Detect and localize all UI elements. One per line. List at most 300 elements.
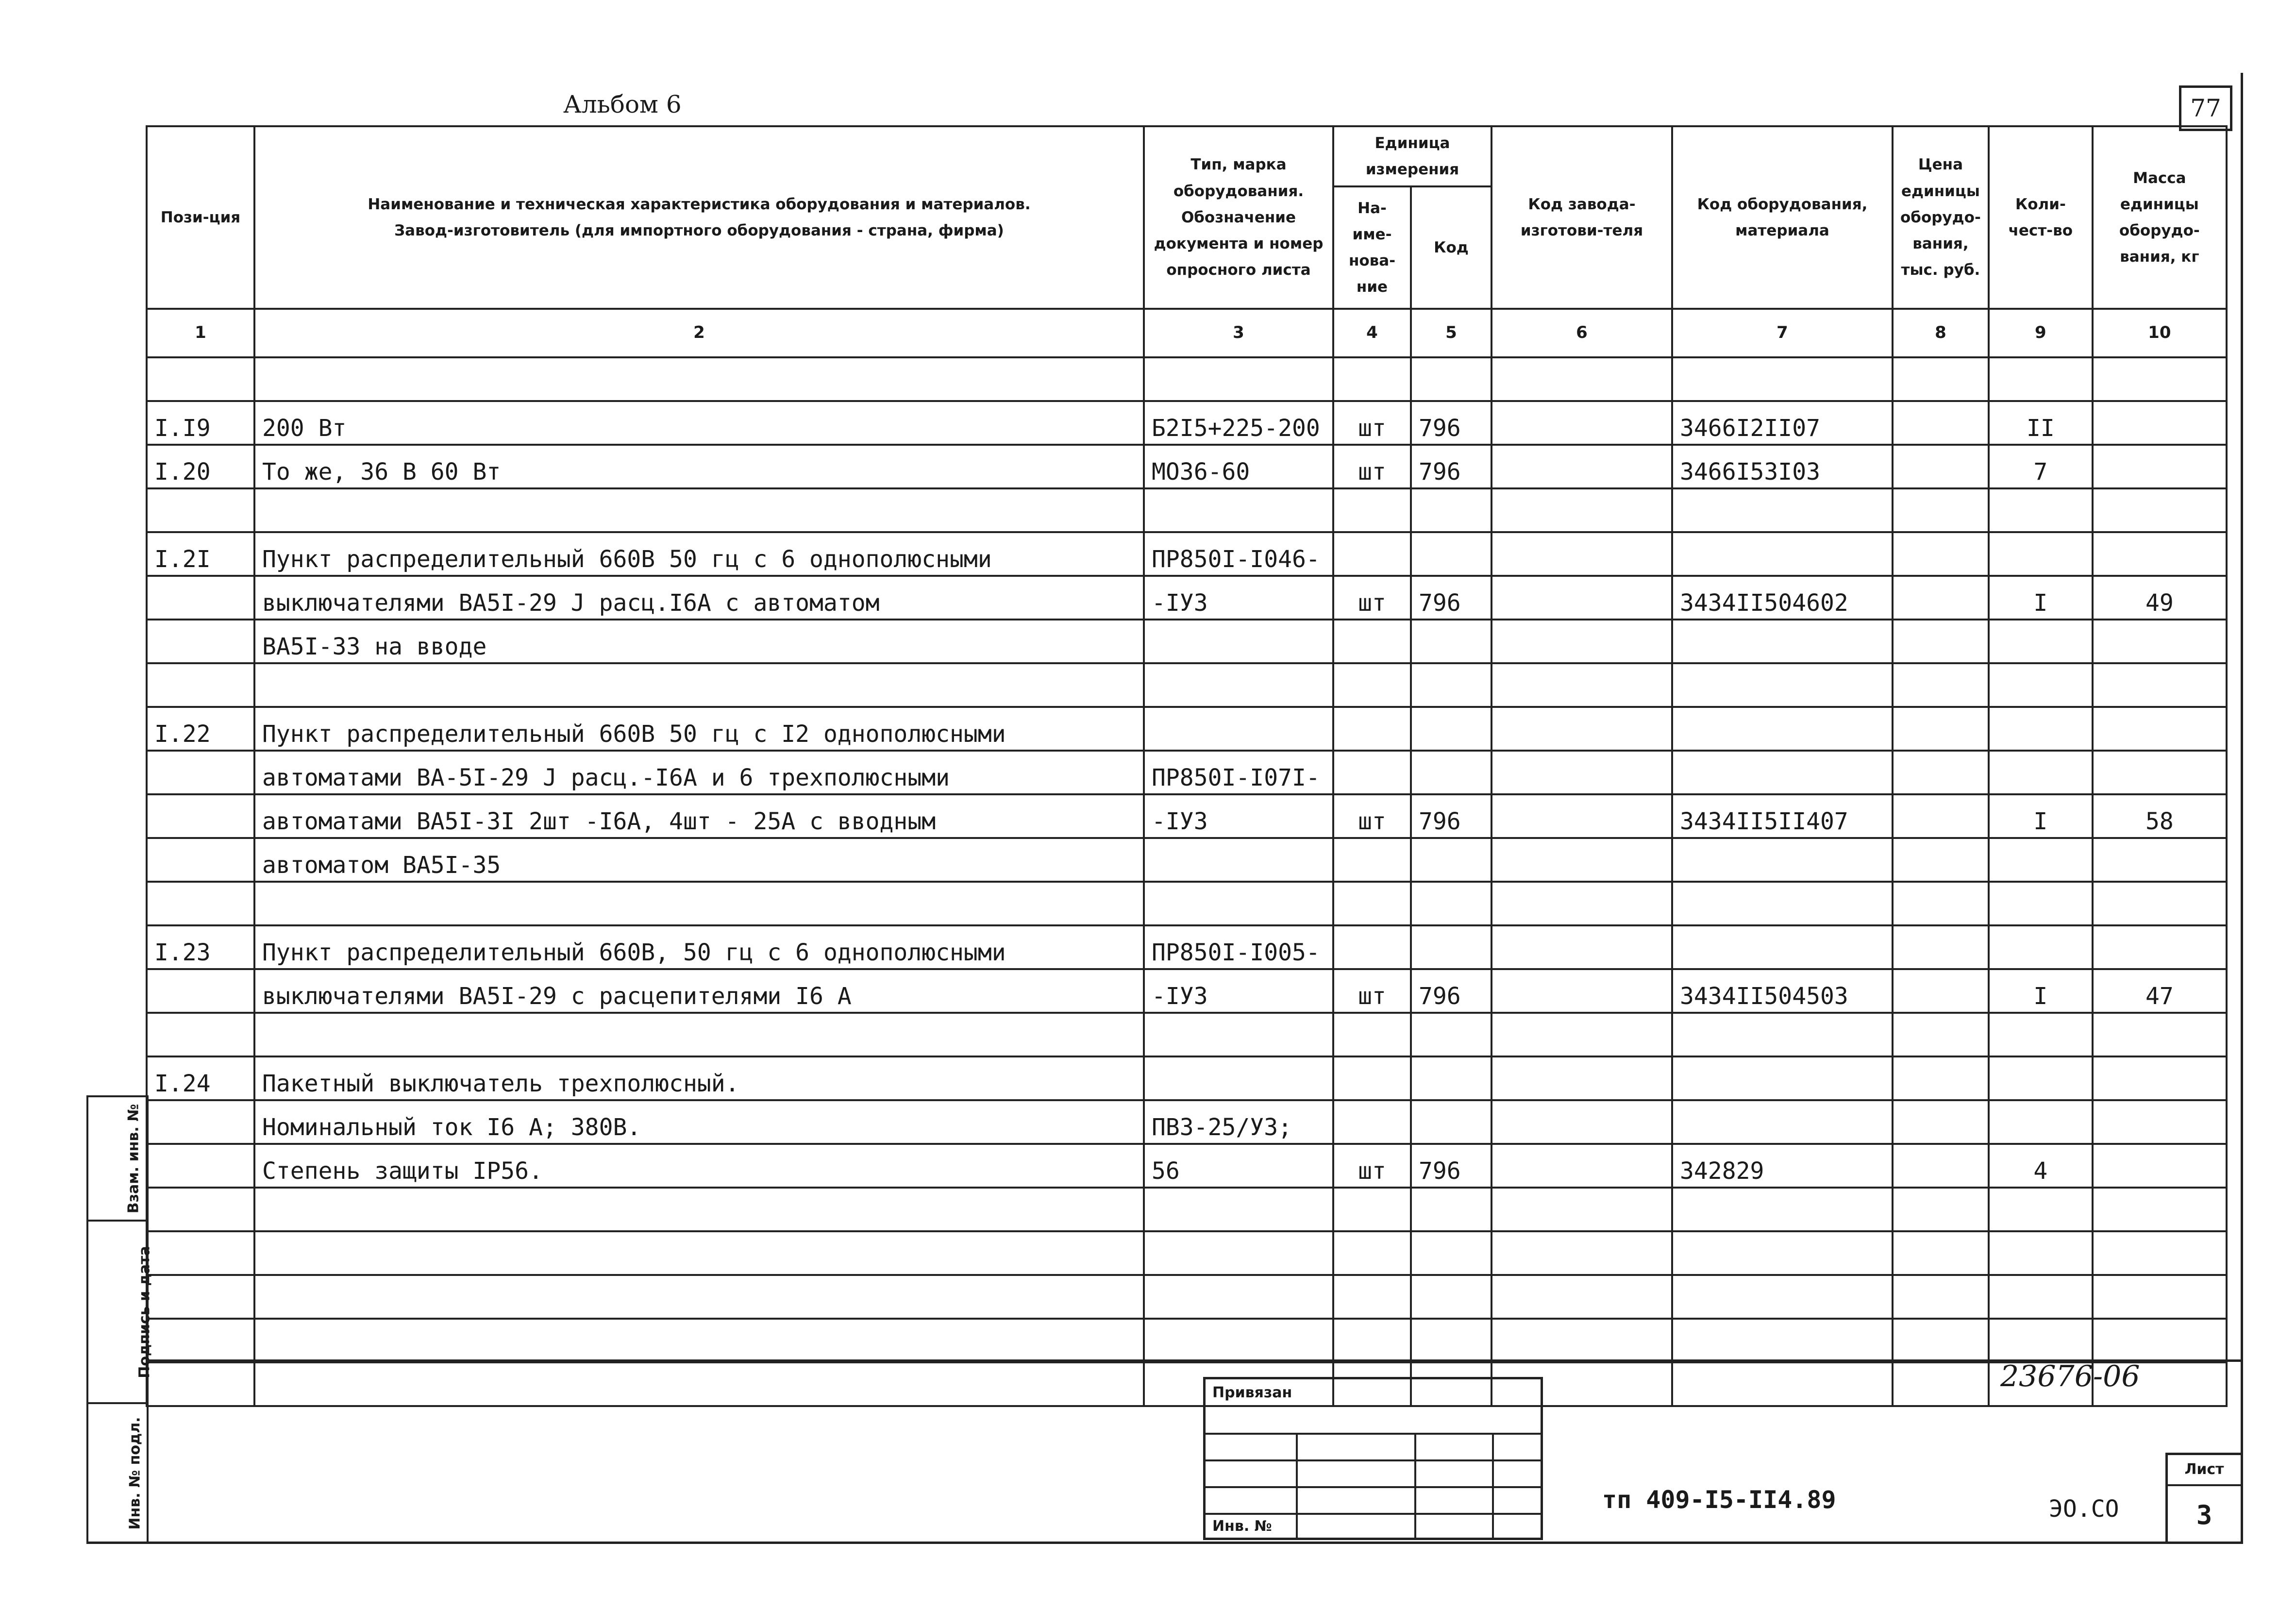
- cell-unit: [1333, 532, 1411, 576]
- cell-name: [254, 357, 1144, 401]
- cell-name: [254, 663, 1144, 707]
- cell-equip: [1672, 882, 1893, 925]
- cell-plant: [1492, 925, 1672, 969]
- column-number: 8: [1893, 309, 1989, 357]
- cell-name: [254, 1319, 1144, 1362]
- cell-pos: I.24: [147, 1056, 254, 1100]
- cell-type: [1144, 663, 1333, 707]
- cell-pos: I.23: [147, 925, 254, 969]
- side-cell-replacement: [86, 1095, 149, 1222]
- cell-qty: I: [1989, 794, 2093, 838]
- cell-code: [1411, 1231, 1492, 1275]
- cell-plant: [1492, 1319, 1672, 1362]
- cell-qty: [1989, 1056, 2093, 1100]
- cell-name: [254, 1231, 1144, 1275]
- cell-code: 796: [1411, 1144, 1492, 1188]
- header-plant-code: Код завода-изготови-теля: [1492, 126, 1672, 309]
- cell-qty: I: [1989, 576, 2093, 620]
- cell-name: То же, 36 В 60 Вт: [254, 445, 1144, 488]
- cell-code: 796: [1411, 445, 1492, 488]
- cell-type: [1144, 1231, 1333, 1275]
- table-row: [147, 663, 2227, 707]
- cell-name: Пункт распределительный 660В, 50 гц с 6 однополюсными: [254, 925, 1144, 969]
- cell-price: [1893, 1275, 1989, 1319]
- cell-mass: [2093, 1319, 2227, 1362]
- cell-mass: [2093, 1100, 2227, 1144]
- table-row: [147, 1056, 2227, 1100]
- cell-plant: [1492, 488, 1672, 532]
- cell-mass: 58: [2093, 794, 2227, 838]
- cell-type: [1144, 1319, 1333, 1362]
- cell-qty: [1989, 751, 2093, 794]
- bound-divider: [1492, 1433, 1494, 1538]
- cell-mass: [2093, 357, 2227, 401]
- cell-name: автоматами ВА5I-3I 2шт -I6А, 4шт - 25А с вводным: [254, 794, 1144, 838]
- side-cell-signature: [86, 1220, 153, 1404]
- cell-code: [1411, 1188, 1492, 1231]
- table-row: [147, 1319, 2227, 1362]
- sheet-box: [2165, 1453, 2243, 1544]
- cell-price: [1893, 1013, 1989, 1056]
- cell-plant: [1492, 401, 1672, 445]
- table-row: [147, 1188, 2227, 1231]
- cell-mass: [2093, 1144, 2227, 1188]
- cell-unit: шт: [1333, 794, 1411, 838]
- table-row: [147, 357, 2227, 401]
- cell-code: [1411, 663, 1492, 707]
- cell-unit: [1333, 707, 1411, 751]
- header-name: [254, 126, 1144, 309]
- cell-name: автоматами ВА-5I-29 J расц.-I6А и 6 трехполюсными: [254, 751, 1144, 794]
- cell-price: [1893, 1362, 1989, 1406]
- bound-line: [1206, 1513, 1541, 1515]
- side-stamp: [86, 1095, 153, 1544]
- cell-qty: I: [1989, 969, 2093, 1013]
- cell-price: [1893, 357, 1989, 401]
- cell-mass: [2093, 401, 2227, 445]
- cell-unit: [1333, 1231, 1411, 1275]
- cell-code: [1411, 1100, 1492, 1144]
- column-number: 5: [1411, 309, 1492, 357]
- cell-code: [1411, 532, 1492, 576]
- cell-pos: [147, 1362, 254, 1406]
- document-mark: ЭО.СО: [2049, 1495, 2119, 1523]
- cell-plant: [1492, 1144, 1672, 1188]
- cell-pos: [147, 620, 254, 663]
- cell-mass: [2093, 488, 2227, 532]
- cell-plant: [1492, 445, 1672, 488]
- bound-box: [1203, 1377, 1543, 1540]
- cell-code: [1411, 751, 1492, 794]
- cell-qty: [1989, 663, 2093, 707]
- cell-equip: [1672, 663, 1893, 707]
- table-row: [147, 1231, 2227, 1275]
- cell-type: ПР850I-I07I-: [1144, 751, 1333, 794]
- cell-name: [254, 488, 1144, 532]
- cell-mass: [2093, 445, 2227, 488]
- cell-qty: [1989, 1319, 2093, 1362]
- cell-code: 796: [1411, 969, 1492, 1013]
- bound-label: Привязан: [1212, 1384, 1292, 1401]
- cell-pos: [147, 1319, 254, 1362]
- cell-qty: [1989, 925, 2093, 969]
- cell-pos: [147, 663, 254, 707]
- cell-type: [1144, 838, 1333, 882]
- cell-name: автоматом ВА5I-35: [254, 838, 1144, 882]
- cell-code: 796: [1411, 401, 1492, 445]
- cell-equip: [1672, 1188, 1893, 1231]
- column-number: 4: [1333, 309, 1411, 357]
- cell-equip: [1672, 925, 1893, 969]
- cell-pos: [147, 838, 254, 882]
- cell-equip: 342829: [1672, 1144, 1893, 1188]
- cell-code: 796: [1411, 794, 1492, 838]
- header-unit-code: Код: [1411, 186, 1492, 309]
- cell-code: 796: [1411, 576, 1492, 620]
- cell-plant: [1492, 532, 1672, 576]
- cell-unit: [1333, 357, 1411, 401]
- column-number: 10: [2093, 309, 2227, 357]
- table-row: [147, 1362, 2227, 1406]
- cell-type: [1144, 882, 1333, 925]
- cell-pos: I.22: [147, 707, 254, 751]
- cell-code: [1411, 838, 1492, 882]
- cell-price: [1893, 576, 1989, 620]
- cell-mass: [2093, 663, 2227, 707]
- cell-mass: [2093, 532, 2227, 576]
- cell-qty: [1989, 882, 2093, 925]
- cell-price: [1893, 1231, 1989, 1275]
- cell-price: [1893, 1144, 1989, 1188]
- cell-price: [1893, 751, 1989, 794]
- cell-unit: шт: [1333, 445, 1411, 488]
- cell-plant: [1492, 751, 1672, 794]
- table-row: [147, 445, 2227, 488]
- table-row: [147, 925, 2227, 969]
- cell-equip: [1672, 1319, 1893, 1362]
- cell-name: Пункт распределительный 660В 50 гц с 6 однополюсными: [254, 532, 1144, 576]
- cell-mass: [2093, 925, 2227, 969]
- cell-name: [254, 1188, 1144, 1231]
- cell-equip: 3434II504503: [1672, 969, 1893, 1013]
- table-row: [147, 882, 2227, 925]
- column-number: 9: [1989, 309, 2093, 357]
- cell-plant: [1492, 969, 1672, 1013]
- bound-line: [1206, 1486, 1541, 1488]
- header-quantity: Коли-чест-во: [1989, 126, 2093, 309]
- cell-plant: [1492, 794, 1672, 838]
- cell-price: [1893, 620, 1989, 663]
- cell-mass: [2093, 1188, 2227, 1231]
- column-number: 7: [1672, 309, 1893, 357]
- handwritten-number: 23676-06: [2000, 1359, 2140, 1393]
- header-type: Тип, марка оборудования. Обозначение документа и номер опросного листа: [1144, 126, 1333, 309]
- cell-equip: [1672, 488, 1893, 532]
- cell-unit: [1333, 488, 1411, 532]
- cell-pos: [147, 794, 254, 838]
- cell-qty: [1989, 620, 2093, 663]
- cell-plant: [1492, 663, 1672, 707]
- cell-qty: [1989, 1275, 2093, 1319]
- cell-qty: [1989, 1013, 2093, 1056]
- cell-unit: шт: [1333, 1144, 1411, 1188]
- cell-plant: [1492, 707, 1672, 751]
- table-row: [147, 620, 2227, 663]
- cell-code: [1411, 1275, 1492, 1319]
- cell-price: [1893, 882, 1989, 925]
- cell-price: [1893, 488, 1989, 532]
- cell-unit: [1333, 882, 1411, 925]
- cell-unit: [1333, 1188, 1411, 1231]
- column-number: 6: [1492, 309, 1672, 357]
- cell-name: [254, 882, 1144, 925]
- cell-price: [1893, 663, 1989, 707]
- cell-unit: [1333, 1100, 1411, 1144]
- table-row: [147, 401, 2227, 445]
- cell-code: [1411, 925, 1492, 969]
- cell-mass: [2093, 707, 2227, 751]
- cell-equip: 3466I53I03: [1672, 445, 1893, 488]
- cell-code: [1411, 1319, 1492, 1362]
- cell-unit: [1333, 1275, 1411, 1319]
- cell-price: [1893, 532, 1989, 576]
- cell-plant: [1492, 1188, 1672, 1231]
- table-row: [147, 1275, 2227, 1319]
- column-number: 3: [1144, 309, 1333, 357]
- table-row: [147, 1144, 2227, 1188]
- cell-type: ПР850I-I005-: [1144, 925, 1333, 969]
- cell-plant: [1492, 1231, 1672, 1275]
- cell-name: Номинальный ток I6 А; 380В.: [254, 1100, 1144, 1144]
- cell-price: [1893, 1056, 1989, 1100]
- cell-equip: [1672, 620, 1893, 663]
- cell-qty: [1989, 1231, 2093, 1275]
- cell-pos: [147, 1231, 254, 1275]
- cell-type: МО36-60: [1144, 445, 1333, 488]
- side-cell-original: [86, 1402, 149, 1544]
- cell-qty: [1989, 1100, 2093, 1144]
- cell-price: [1893, 401, 1989, 445]
- cell-type: [1144, 1056, 1333, 1100]
- cell-unit: [1333, 1319, 1411, 1362]
- cell-unit: [1333, 925, 1411, 969]
- cell-pos: [147, 488, 254, 532]
- cell-price: [1893, 794, 1989, 838]
- cell-mass: [2093, 882, 2227, 925]
- cell-unit: [1333, 1056, 1411, 1100]
- cell-mass: [2093, 620, 2227, 663]
- cell-type: 56: [1144, 1144, 1333, 1188]
- bound-divider: [1414, 1433, 1416, 1538]
- inventory-label: Инв. №: [1212, 1518, 1272, 1535]
- cell-price: [1893, 925, 1989, 969]
- table-row: [147, 794, 2227, 838]
- cell-qty: [1989, 357, 2093, 401]
- header-equipment-code: Код оборудования, материала: [1672, 126, 1893, 309]
- table-row: [147, 838, 2227, 882]
- table-row: [147, 1013, 2227, 1056]
- cell-plant: [1492, 576, 1672, 620]
- cell-price: [1893, 1100, 1989, 1144]
- side-label: Подпись и дата: [136, 1245, 153, 1378]
- cell-code: [1411, 882, 1492, 925]
- cell-unit: шт: [1333, 969, 1411, 1013]
- cell-plant: [1492, 1100, 1672, 1144]
- cell-type: Б2I5+225-200: [1144, 401, 1333, 445]
- cell-code: [1411, 1013, 1492, 1056]
- cell-name: выключателями ВА5I-29 J расц.I6А с автоматом: [254, 576, 1144, 620]
- cell-equip: [1672, 707, 1893, 751]
- cell-unit: [1333, 838, 1411, 882]
- cell-mass: [2093, 838, 2227, 882]
- sheet-label: Лист: [2168, 1455, 2241, 1486]
- cell-qty: [1989, 1188, 2093, 1231]
- header-price: Цена единицы оборудо-вания, тыс. руб.: [1893, 126, 1989, 309]
- cell-unit: шт: [1333, 401, 1411, 445]
- page-number: 77: [2179, 85, 2232, 131]
- cell-mass: [2093, 1231, 2227, 1275]
- cell-qty: [1989, 532, 2093, 576]
- cell-pos: [147, 751, 254, 794]
- cell-qty: [1989, 488, 2093, 532]
- cell-equip: [1672, 357, 1893, 401]
- cell-name: [254, 1013, 1144, 1056]
- header-unit-group: Единица измерения: [1333, 126, 1492, 186]
- cell-qty: 4: [1989, 1144, 2093, 1188]
- cell-plant: [1492, 620, 1672, 663]
- cell-name: Пакетный выключатель трехполюсный.: [254, 1056, 1144, 1100]
- cell-type: [1144, 1275, 1333, 1319]
- cell-code: [1411, 488, 1492, 532]
- cell-type: -IУЗ: [1144, 576, 1333, 620]
- cell-equip: 3434II504602: [1672, 576, 1893, 620]
- cell-equip: 3434II5II407: [1672, 794, 1893, 838]
- cell-mass: [2093, 1056, 2227, 1100]
- cell-type: -IУЗ: [1144, 969, 1333, 1013]
- cell-pos: I.20: [147, 445, 254, 488]
- cell-pos: [147, 576, 254, 620]
- header-mass: Масса единицы оборудо-вания, кг: [2093, 126, 2227, 309]
- cell-equip: [1672, 1362, 1893, 1406]
- cell-unit: [1333, 620, 1411, 663]
- cell-price: [1893, 707, 1989, 751]
- cell-pos: [147, 1275, 254, 1319]
- cell-pos: [147, 882, 254, 925]
- cell-qty: [1989, 838, 2093, 882]
- cell-name: Пункт распределительный 660В 50 гц с I2 однополюсными: [254, 707, 1144, 751]
- cell-plant: [1492, 882, 1672, 925]
- cell-price: [1893, 445, 1989, 488]
- table-row: [147, 707, 2227, 751]
- cell-qty: 7: [1989, 445, 2093, 488]
- table-row: [147, 576, 2227, 620]
- cell-type: [1144, 620, 1333, 663]
- cell-mass: [2093, 751, 2227, 794]
- cell-pos: [147, 1100, 254, 1144]
- header-position: Пози-ция: [147, 126, 254, 309]
- cell-code: [1411, 707, 1492, 751]
- cell-plant: [1492, 1275, 1672, 1319]
- cell-name: выключателями ВА5I-29 с расцепителями I6 А: [254, 969, 1144, 1013]
- cell-pos: [147, 357, 254, 401]
- footer-divider: [146, 1359, 2243, 1362]
- cell-unit: [1333, 1013, 1411, 1056]
- cell-name: Степень защиты IР56.: [254, 1144, 1144, 1188]
- cell-type: [1144, 1188, 1333, 1231]
- cell-type: [1144, 707, 1333, 751]
- cell-code: [1411, 357, 1492, 401]
- cell-pos: [147, 969, 254, 1013]
- cell-mass: [2093, 1013, 2227, 1056]
- cell-mass: 49: [2093, 576, 2227, 620]
- cell-type: [1144, 1013, 1333, 1056]
- table-row: [147, 751, 2227, 794]
- table-row: [147, 488, 2227, 532]
- album-title: Альбом 6: [563, 90, 682, 118]
- cell-plant: [1492, 357, 1672, 401]
- cell-pos: I.2I: [147, 532, 254, 576]
- bound-divider: [1296, 1433, 1298, 1538]
- cell-unit: [1333, 663, 1411, 707]
- cell-equip: [1672, 838, 1893, 882]
- table-row: [147, 532, 2227, 576]
- cell-pos: I.I9: [147, 401, 254, 445]
- side-label: Инв. № подл.: [126, 1416, 144, 1530]
- cell-name: 200 Вт: [254, 401, 1144, 445]
- cell-equip: [1672, 751, 1893, 794]
- cell-unit: шт: [1333, 576, 1411, 620]
- cell-equip: [1672, 1231, 1893, 1275]
- header-name-line1: Наименование и техническая характеристика оборудования и материалов.: [368, 195, 1031, 213]
- column-number: 1: [147, 309, 254, 357]
- cell-mass: 47: [2093, 969, 2227, 1013]
- cell-equip: [1672, 1100, 1893, 1144]
- cell-mass: [2093, 1275, 2227, 1319]
- cell-equip: 3466I2II07: [1672, 401, 1893, 445]
- cell-price: [1893, 1188, 1989, 1231]
- bound-line: [1206, 1459, 1541, 1461]
- column-number: 2: [254, 309, 1144, 357]
- cell-pos: [147, 1013, 254, 1056]
- specification-table: [146, 125, 2228, 1407]
- cell-plant: [1492, 838, 1672, 882]
- cell-equip: [1672, 532, 1893, 576]
- cell-qty: II: [1989, 401, 2093, 445]
- document-number: тп 409-I5-II4.89: [1602, 1486, 1836, 1514]
- table-row: [147, 969, 2227, 1013]
- cell-equip: [1672, 1056, 1893, 1100]
- cell-type: [1144, 488, 1333, 532]
- sheet-number: 3: [2196, 1500, 2212, 1530]
- header-unit-name: На-име-нова-ние: [1333, 186, 1411, 309]
- cell-pos: [147, 1144, 254, 1188]
- cell-name: [254, 1362, 1144, 1406]
- cell-type: [1144, 357, 1333, 401]
- cell-price: [1893, 1319, 1989, 1362]
- cell-code: [1411, 620, 1492, 663]
- cell-type: -IУЗ: [1144, 794, 1333, 838]
- cell-price: [1893, 969, 1989, 1013]
- cell-price: [1893, 838, 1989, 882]
- cell-equip: [1672, 1275, 1893, 1319]
- cell-plant: [1492, 1056, 1672, 1100]
- cell-type: ПР850I-I046-: [1144, 532, 1333, 576]
- cell-name: [254, 1275, 1144, 1319]
- cell-pos: [147, 1188, 254, 1231]
- cell-qty: [1989, 707, 2093, 751]
- bound-line: [1206, 1433, 1541, 1435]
- cell-plant: [1492, 1013, 1672, 1056]
